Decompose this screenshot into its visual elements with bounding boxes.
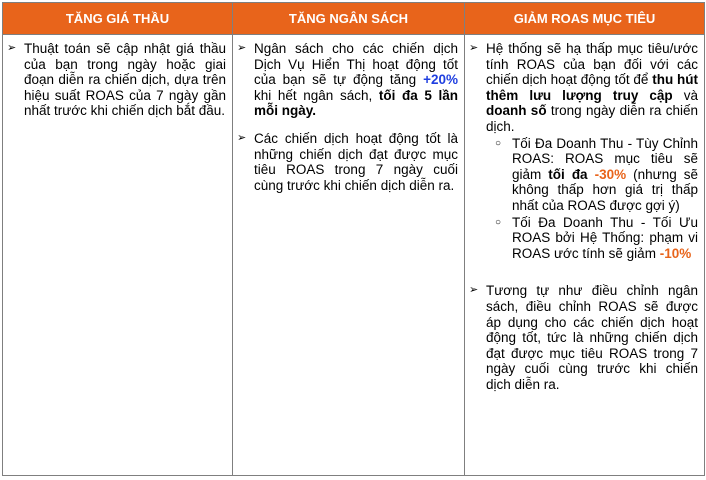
list-item bbox=[237, 41, 458, 119]
sub-list-item bbox=[469, 136, 698, 214]
cell-budget-increase bbox=[233, 35, 465, 476]
system-roas-text: Tối Đa Doanh Thu - Tối Ưu ROAS bởi Hệ Thống: phạm vi ROAS ước tính sẽ giảm -10% bbox=[512, 214, 698, 261]
custom-roas-text: Tối Đa Doanh Thu - Tùy Chỉnh ROAS: ROAS mục tiêu sẽ giảm tối đa -30% (nhưng sẽ không thấp hơn giá trị thấp nhất của ROAS được gợi ý) bbox=[512, 135, 698, 213]
header-roas-decrease: GIẢM ROAS MỤC TIÊU bbox=[465, 3, 705, 35]
header-bid-increase: TĂNG GIÁ THẦU bbox=[3, 3, 233, 35]
circle-bullet-icon: ○ bbox=[495, 216, 502, 228]
cell-roas-decrease bbox=[465, 35, 705, 476]
budget-limit: tối đa 5 lần mỗi ngày. bbox=[254, 87, 459, 119]
arrow-bullet-icon: ➢ bbox=[237, 131, 247, 144]
list-item bbox=[237, 131, 458, 193]
roas-adjustment-note: Tương tự như điều chỉnh ngân sách, điều chỉnh ROAS sẽ được áp dụng cho các chiến dịch hoạt động tốt, tức là những chiến dịch đạt được mục tiêu ROAS trong 7 ngày cuối cùng trước khi chiến dịch diễn ra. bbox=[486, 283, 698, 392]
system-roas-percent: -10% bbox=[659, 245, 692, 261]
custom-roas-percent: -30% bbox=[594, 166, 627, 182]
bid-increase-text: Thuật toán sẽ cập nhật giá thầu của bạn trong ngày hoặc giai đoạn diễn ra chiến dịch, dựa trên hiệu suất ROAS của 7 ngày gần nhất trước khi chiến dịch bắt đầu. bbox=[24, 41, 226, 119]
budget-percent: +20% bbox=[423, 72, 458, 88]
budget-increase-text: Ngân sách cho các chiến dịch Dịch Vụ Hiển Thị hoạt động tốt của bạn sẽ tự động tăng +20% khi hết ngân sách, tối đa 5 lần mỗi ngày. bbox=[254, 41, 459, 119]
good-campaign-definition: Các chiến dịch hoạt động tốt là những chiến dịch đạt được mục tiêu ROAS trong 7 ngày cuối cùng trước khi chiến dịch diễn ra. bbox=[254, 130, 458, 193]
list-item bbox=[469, 41, 698, 135]
content-row bbox=[3, 35, 705, 476]
arrow-bullet-icon: ➢ bbox=[7, 42, 17, 54]
header-budget-increase: TĂNG NGÂN SÁCH bbox=[233, 3, 465, 35]
arrow-bullet-icon: ➢ bbox=[237, 42, 247, 54]
comparison-table bbox=[2, 2, 705, 476]
header-row bbox=[3, 3, 705, 35]
list-item bbox=[7, 41, 226, 119]
arrow-bullet-icon: ➢ bbox=[469, 284, 479, 297]
sub-list-item bbox=[469, 215, 698, 262]
spacer bbox=[469, 261, 698, 283]
cell-bid-increase bbox=[3, 35, 233, 476]
roas-decrease-text: Hệ thống sẽ hạ thấp mục tiêu/ước tính ROAS của bạn đối với các chiến dịch hoạt động tốt để thu hút thêm lưu lượng truy cập và doanh số trong ngày diễn ra chiến dịch. bbox=[486, 41, 699, 134]
circle-bullet-icon: ○ bbox=[495, 137, 502, 149]
list-item bbox=[469, 283, 698, 392]
arrow-bullet-icon: ➢ bbox=[469, 42, 479, 54]
